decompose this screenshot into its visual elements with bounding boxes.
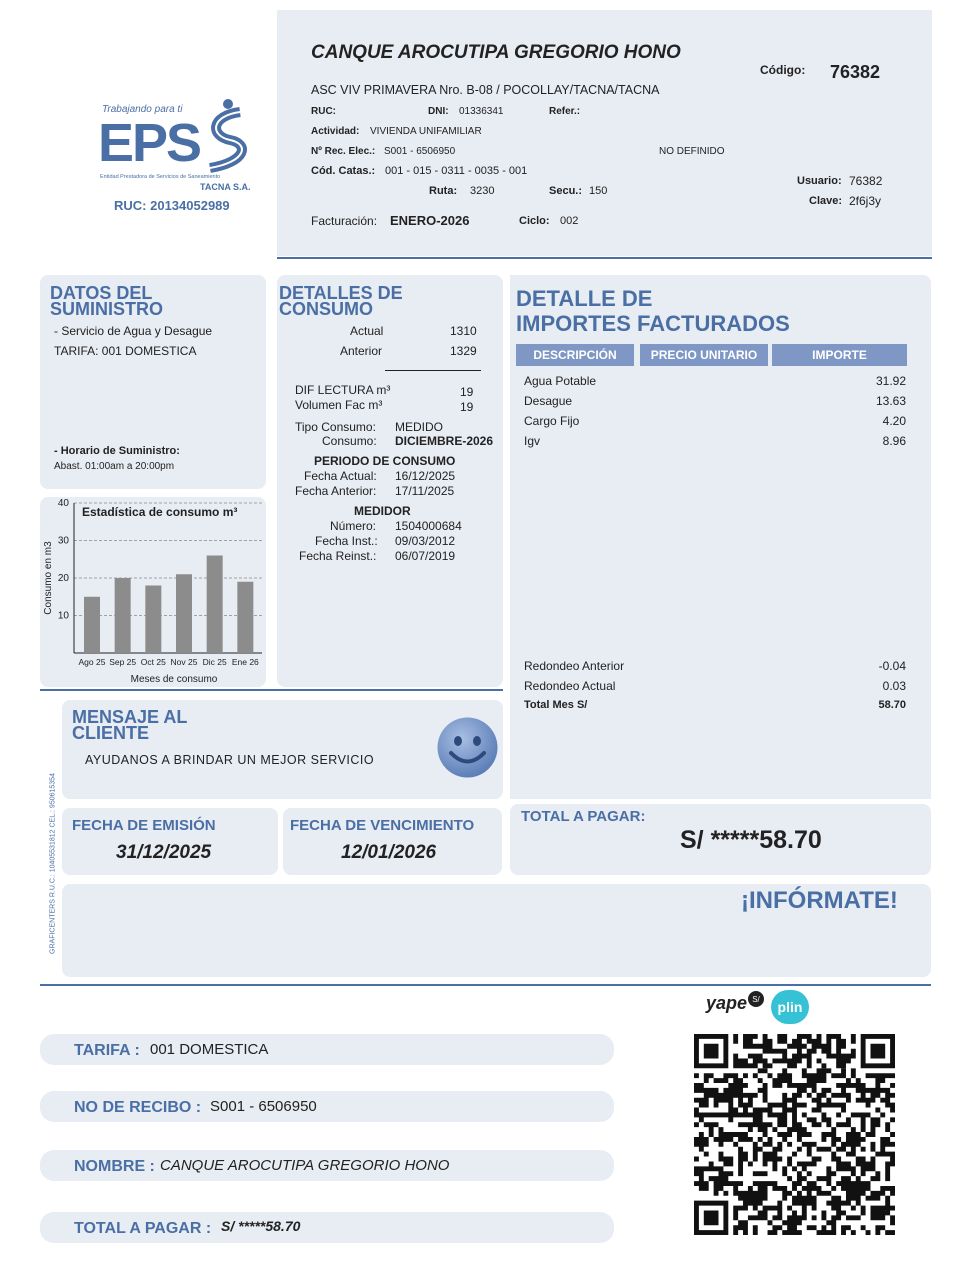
chart-ytick-label: 10 — [57, 610, 69, 622]
numero-label: Número: — [330, 519, 377, 533]
total-label: TOTAL A PAGAR: — [521, 808, 646, 825]
logo-subtitle: Entidad Prestadora de Servicios de Saneamiento — [100, 174, 221, 180]
logo-slogan: Trabajando para ti — [102, 104, 183, 115]
eps-logo — [96, 96, 256, 216]
stub-total-value: S/ *****58.70 — [221, 1218, 301, 1234]
importes-title-2: IMPORTES FACTURADOS — [516, 311, 790, 336]
smiley-icon — [436, 716, 499, 779]
total-value: S/ *****58.70 — [680, 826, 822, 854]
codigo-label: Código: — [760, 63, 806, 77]
importe-desc: Desague — [524, 394, 573, 408]
consumo-value: DICIEMBRE-2026 — [395, 434, 494, 448]
vencimiento-value: 12/01/2026 — [341, 842, 437, 863]
mensaje-title-1: MENSAJE AL — [72, 707, 188, 727]
vol-value: 19 — [460, 400, 474, 414]
stub-nombre — [40, 1150, 614, 1181]
ruta-value: 3230 — [470, 185, 495, 197]
stub-nombre-label: NOMBRE : — [74, 1158, 155, 1175]
logo-ruc: RUC: 20134052989 — [114, 198, 230, 213]
importe-desc: Agua Potable — [524, 374, 597, 388]
importe-value: 8.96 — [882, 434, 906, 448]
ruc-label: RUC: — [311, 106, 336, 117]
chart-bar — [115, 578, 131, 653]
chart-bar — [145, 586, 161, 654]
consumo-title-1: DETALLES DE — [279, 283, 403, 303]
mid-divider — [40, 689, 503, 691]
fecha-reinst-value: 06/07/2019 — [395, 549, 456, 563]
clave-label: Clave: — [809, 195, 843, 207]
stub-recibo-label: NO DE RECIBO : — [74, 1099, 202, 1116]
informate-title: ¡INFÓRMATE! — [741, 887, 898, 914]
importe-value: 13.63 — [875, 394, 906, 408]
importe-row — [524, 434, 906, 450]
actividad-value: VIVIENDA UNIFAMILIAR — [370, 126, 482, 137]
secu-label: Secu.: — [549, 185, 583, 197]
chart-xtick-label: Oct 25 — [140, 657, 166, 667]
consumo-label: Consumo: — [322, 434, 377, 448]
horario-value: Abast. 01:00am a 20:00pm — [54, 461, 175, 472]
footer-divider — [40, 984, 931, 986]
fecha-actual-label: Fecha Actual: — [304, 469, 377, 483]
importe-desc: Igv — [524, 434, 541, 448]
no-definido: NO DEFINIDO — [659, 146, 725, 157]
logo-city: TACNA S.A. — [200, 182, 251, 192]
total-mes-row — [524, 699, 906, 715]
customer-name: CANQUE AROCUTIPA GREGORIO HONO — [311, 42, 681, 63]
chart-xlabel: Meses de consumo — [130, 674, 218, 685]
consumption-chart — [40, 497, 266, 687]
importes-title-1: DETALLE DE — [516, 286, 653, 311]
header-divider — [277, 257, 932, 259]
facturacion-label: Facturación: — [311, 214, 378, 228]
plin-text: plin — [777, 999, 803, 1015]
importe-row — [524, 414, 906, 430]
usuario-label: Usuario: — [797, 175, 842, 187]
stub-tarifa — [40, 1034, 614, 1065]
actividad-label: Actividad: — [311, 126, 360, 137]
importe-row — [524, 394, 906, 410]
redondeo-anterior-label: Redondeo Anterior — [524, 659, 625, 673]
consumo-title-2: CONSUMO — [279, 299, 373, 319]
importe-row — [524, 374, 906, 390]
mensaje-text: AYUDANOS A BRINDAR UN MEJOR SERVICIO — [85, 753, 375, 767]
rec-elec-label: Nº Rec. Elec.: — [311, 146, 376, 157]
actual-value: 1310 — [450, 324, 477, 338]
customer-address: ASC VIV PRIMAVERA Nro. B-08 / POCOLLAY/TACNA/TACNA — [311, 83, 660, 97]
logo-letters: EPS — [98, 113, 201, 173]
side-printer-text: GRAFICENTERS R.U.C.: 10405531812 CEL.: 950615354 — [49, 773, 57, 954]
emision-value: 31/12/2025 — [116, 842, 212, 863]
redondeo-actual-label: Redondeo Actual — [524, 679, 616, 693]
yape-badge-icon — [748, 991, 764, 1007]
chart-bar — [237, 582, 253, 653]
chart-xtick-label: Sep 25 — [109, 657, 137, 667]
suministro-title-1: DATOS DEL — [50, 283, 153, 303]
dni-value: 01336341 — [459, 106, 504, 117]
mensaje-title-2: CLIENTE — [72, 723, 150, 743]
col-precio-unitario: PRECIO UNITARIO — [640, 344, 768, 366]
chart-xtick-label: Ago 25 — [78, 657, 106, 667]
chart-ytick-label: 20 — [57, 573, 69, 584]
chart-ytick-label: 30 — [57, 535, 69, 547]
importe-value: 4.20 — [882, 414, 906, 428]
tipo-label: Tipo Consumo: — [295, 420, 376, 434]
anterior-label: Anterior — [340, 344, 383, 358]
vencimiento-label: FECHA DE VENCIMIENTO — [290, 817, 475, 834]
stub-total-label: TOTAL A PAGAR : — [74, 1220, 212, 1237]
redondeo-anterior-value: -0.04 — [878, 659, 906, 673]
importe-value: 31.92 — [875, 374, 906, 388]
logo-wave-icon — [200, 96, 256, 174]
actual-label: Actual — [350, 324, 384, 338]
yape-text: yape — [706, 993, 748, 1013]
qr-modules — [694, 1034, 895, 1235]
ciclo-value: 002 — [560, 215, 579, 227]
cod-catas-value: 001 - 015 - 0311 - 0035 - 001 — [385, 165, 528, 177]
periodo-title: PERIODO DE CONSUMO — [314, 454, 456, 468]
codigo-value: 76382 — [830, 62, 881, 82]
chart-bar — [84, 597, 100, 653]
usuario-value: 76382 — [849, 174, 883, 188]
refer-label: Refer.: — [549, 106, 581, 117]
stub-total — [40, 1212, 614, 1243]
yape-logo — [706, 993, 764, 1017]
horario-label: - Horario de Suministro: — [54, 445, 180, 457]
redondeo-actual-value: 0.03 — [882, 679, 906, 693]
importe-desc: Cargo Fijo — [524, 414, 580, 428]
suministro-title-2: SUMINISTRO — [50, 299, 164, 319]
total-mes-value: 58.70 — [878, 699, 906, 711]
vol-label: Volumen Fac m³ — [295, 398, 383, 412]
anterior-value: 1329 — [450, 344, 477, 358]
plin-logo — [771, 990, 809, 1024]
ciclo-label: Ciclo: — [519, 215, 550, 227]
tarifa-text: TARIFA: 001 DOMESTICA — [54, 344, 197, 358]
chart-xtick-label: Ene 26 — [231, 657, 259, 667]
stub-tarifa-value: 001 DOMESTICA — [150, 1041, 269, 1058]
col-descripcion: DESCRIPCIÓN — [516, 344, 634, 366]
redondeo-anterior-row — [524, 659, 906, 675]
stub-nombre-value: CANQUE AROCUTIPA GREGORIO HONO — [160, 1157, 450, 1174]
fecha-actual-value: 16/12/2025 — [395, 469, 456, 483]
facturacion-value: ENERO-2026 — [390, 213, 470, 228]
tipo-value: MEDIDO — [395, 420, 443, 434]
svg-text:S/: S/ — [752, 995, 760, 1004]
medidor-title: MEDIDOR — [354, 504, 411, 518]
chart-ytick-label: 40 — [57, 498, 69, 509]
fecha-anterior-value: 17/11/2025 — [395, 484, 455, 498]
dni-label: DNI: — [428, 106, 449, 117]
secu-value: 150 — [589, 185, 608, 197]
chart-ylabel: Consumo en m3 — [43, 541, 54, 615]
dif-label: DIF LECTURA m³ — [295, 383, 391, 397]
fecha-reinst-label: Fecha Reinst.: — [299, 549, 377, 563]
servicio-text: - Servicio de Agua y Desague — [54, 324, 213, 338]
chart-bar — [207, 556, 223, 654]
emision-label: FECHA DE EMISIÓN — [72, 817, 216, 834]
fecha-anterior-label: Fecha Anterior: — [295, 484, 377, 498]
stub-tarifa-label: TARIFA : — [74, 1042, 140, 1059]
fecha-inst-value: 09/03/2012 — [395, 534, 456, 548]
payment-qr-code[interactable] — [694, 1034, 895, 1235]
reading-divider — [385, 370, 481, 371]
total-mes-label: Total Mes S/ — [524, 699, 588, 711]
chart-xtick-label: Dic 25 — [202, 657, 227, 667]
fecha-inst-label: Fecha Inst.: — [315, 534, 378, 548]
redondeo-actual-row — [524, 679, 906, 695]
clave-value: 2f6j3y — [849, 194, 882, 208]
dif-value: 19 — [460, 385, 474, 399]
stub-recibo — [40, 1091, 614, 1122]
ruta-label: Ruta: — [429, 185, 458, 197]
chart-xtick-label: Nov 25 — [170, 657, 198, 667]
chart-title: Estadística de consumo m³ — [82, 505, 238, 519]
col-importe: IMPORTE — [772, 344, 907, 366]
stub-recibo-value: S001 - 6506950 — [210, 1098, 317, 1115]
rec-elec-value: S001 - 6506950 — [384, 146, 456, 157]
chart-bar — [176, 574, 192, 653]
numero-value: 1504000684 — [395, 519, 462, 533]
cod-catas-label: Cód. Catas.: — [311, 165, 376, 177]
